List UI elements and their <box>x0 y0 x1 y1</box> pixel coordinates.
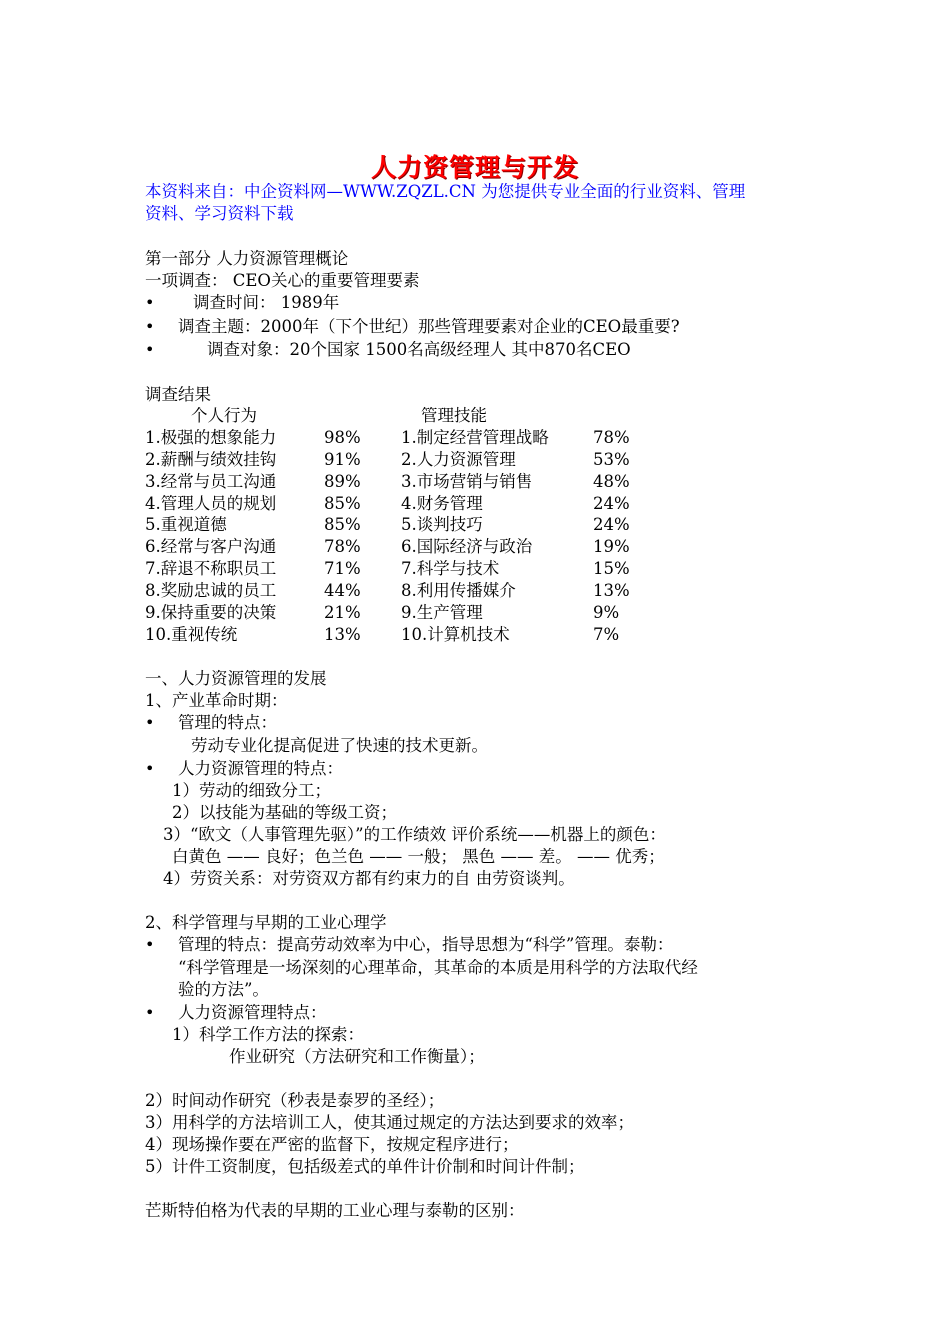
list-item-label: 6.经常与客户沟通 <box>145 537 277 556</box>
bullet-icon: • <box>145 1003 155 1022</box>
section-1-bullet-2: 人力资源管理的特点： <box>178 759 343 778</box>
section-1-point-4: 4）劳资关系：对劳资双方都有约束力的自 由劳资谈判。 <box>163 869 575 888</box>
list-item-pct: 44% <box>324 581 361 600</box>
list-item-pct: 85% <box>324 494 361 513</box>
section-1-bullet-1: 管理的特点： <box>178 713 277 732</box>
list-item-pct: 19% <box>593 537 630 556</box>
results-heading: 调查结果 <box>145 385 211 404</box>
list-item-pct: 13% <box>593 581 630 600</box>
section-1-sub: 1、产业革命时期： <box>145 691 288 710</box>
right-column-header: 管理技能 <box>421 406 487 425</box>
list-item-label: 4.管理人员的规划 <box>145 494 277 513</box>
list-item-label: 4.财务管理 <box>401 494 483 513</box>
list-item-label: 7.辞退不称职员工 <box>145 559 277 578</box>
source-line-2: 资料、学习资料下载 <box>145 204 294 223</box>
document-title: 人力资管理与开发 <box>370 153 579 182</box>
list-item-pct: 53% <box>593 450 630 469</box>
list-item-label: 10.重视传统 <box>145 625 238 644</box>
section-2-point-4: 4）现场操作要在严密的监督下，按规定程序进行； <box>145 1135 519 1154</box>
list-item-label: 3.市场营销与销售 <box>401 472 533 491</box>
section-2-point-2: 2）时间动作研究（秒表是泰罗的圣经）； <box>145 1091 445 1110</box>
section-1-point-3: 3）“欧文（人事管理先驱）”的工作绩效 评价系统——机器上的颜色： <box>163 825 666 844</box>
list-item-pct: 89% <box>324 472 361 491</box>
section-1-bullet-1-text: 劳动专业化提高促进了快速的技术更新。 <box>191 736 488 755</box>
section-2-bullet-1-line-1: 管理的特点：提高劳动效率为中心，指导思想为“科学”管理。泰勒： <box>178 935 674 954</box>
section-2-bullet-1-line-2: “科学管理是一场深刻的心理革命，其革命的本质是用科学的方法取代经 <box>178 958 698 977</box>
list-item-label: 6.国际经济与政治 <box>401 537 533 556</box>
section-1-point-2: 2）以技能为基础的等级工资； <box>172 803 397 822</box>
list-item-pct: 21% <box>324 603 361 622</box>
list-item-pct: 85% <box>324 515 361 534</box>
section-1-point-1: 1）劳动的细致分工； <box>172 781 331 800</box>
section-2-point-3: 3）用科学的方法培训工人，使其通过规定的方法达到要求的效率； <box>145 1113 634 1132</box>
list-item-pct: 7% <box>593 625 620 644</box>
list-item-pct: 13% <box>324 625 361 644</box>
part-heading: 第一部分 人力资源管理概论 <box>145 249 349 268</box>
list-item-pct: 24% <box>593 515 630 534</box>
survey-time: 调查时间： 1989年 <box>193 293 340 312</box>
list-item-pct: 48% <box>593 472 630 491</box>
list-item-label: 9.保持重要的决策 <box>145 603 277 622</box>
bullet-icon: • <box>145 317 155 336</box>
list-item-label: 2.薪酬与绩效挂钩 <box>145 450 277 469</box>
section-1-point-3-cont: 白黄色 —— 良好；色兰色 —— 一般； 黑色 —— 差。 —— 优秀； <box>172 847 665 866</box>
list-item-label: 5.重视道德 <box>145 515 227 534</box>
survey-target: 调查对象：20个国家 1500名高级经理人 其中870名CEO <box>207 340 631 359</box>
list-item-pct: 78% <box>324 537 361 556</box>
list-item-label: 8.利用传播媒介 <box>401 581 516 600</box>
list-item-pct: 24% <box>593 494 630 513</box>
list-item-label: 7.科学与技术 <box>401 559 500 578</box>
list-item-label: 1.制定经营管理战略 <box>401 428 549 447</box>
list-item-pct: 98% <box>324 428 361 447</box>
list-item-label: 1.极强的想象能力 <box>145 428 277 447</box>
list-item-label: 5.谈判技巧 <box>401 515 483 534</box>
bullet-icon: • <box>145 340 155 359</box>
list-item-label: 3.经常与员工沟通 <box>145 472 277 491</box>
list-item-label: 8.奖励忠诚的员工 <box>145 581 277 600</box>
bullet-icon: • <box>145 935 155 954</box>
closing-line: 芒斯特伯格为代表的早期的工业心理与泰勒的区别： <box>145 1201 525 1220</box>
section-2-point-5: 5）计件工资制度，包括级差式的单件计价制和时间计件制； <box>145 1157 585 1176</box>
list-item-pct: 15% <box>593 559 630 578</box>
list-item-label: 9.生产管理 <box>401 603 483 622</box>
section-2-point-1-text: 作业研究（方法研究和工作衡量）； <box>229 1047 485 1066</box>
list-item-pct: 78% <box>593 428 630 447</box>
source-line-1: 本资料来自：中企资料网—WWW.ZQZL.CN 为您提供专业全面的行业资料、管理 <box>145 182 746 201</box>
bullet-icon: • <box>145 713 155 732</box>
section-2-point-1: 1）科学工作方法的探索： <box>172 1025 364 1044</box>
list-item-pct: 71% <box>324 559 361 578</box>
section-2-heading: 2、科学管理与早期的工业心理学 <box>145 913 387 932</box>
section-1-heading: 一、人力资源管理的发展 <box>145 669 327 688</box>
left-column-header: 个人行为 <box>191 406 257 425</box>
section-2-bullet-1-line-3: 验的方法”。 <box>178 980 269 999</box>
list-item-pct: 91% <box>324 450 361 469</box>
bullet-icon: • <box>145 759 155 778</box>
bullet-icon: • <box>145 293 155 312</box>
list-item-label: 2.人力资源管理 <box>401 450 516 469</box>
survey-heading: 一项调查： CEO关心的重要管理要素 <box>145 271 420 290</box>
section-2-bullet-2: 人力资源管理特点： <box>178 1003 327 1022</box>
list-item-label: 10.计算机技术 <box>401 625 510 644</box>
list-item-pct: 9% <box>593 603 620 622</box>
survey-topic: 调查主题：2000年（下个世纪）那些管理要素对企业的CEO最重要? <box>178 317 680 336</box>
